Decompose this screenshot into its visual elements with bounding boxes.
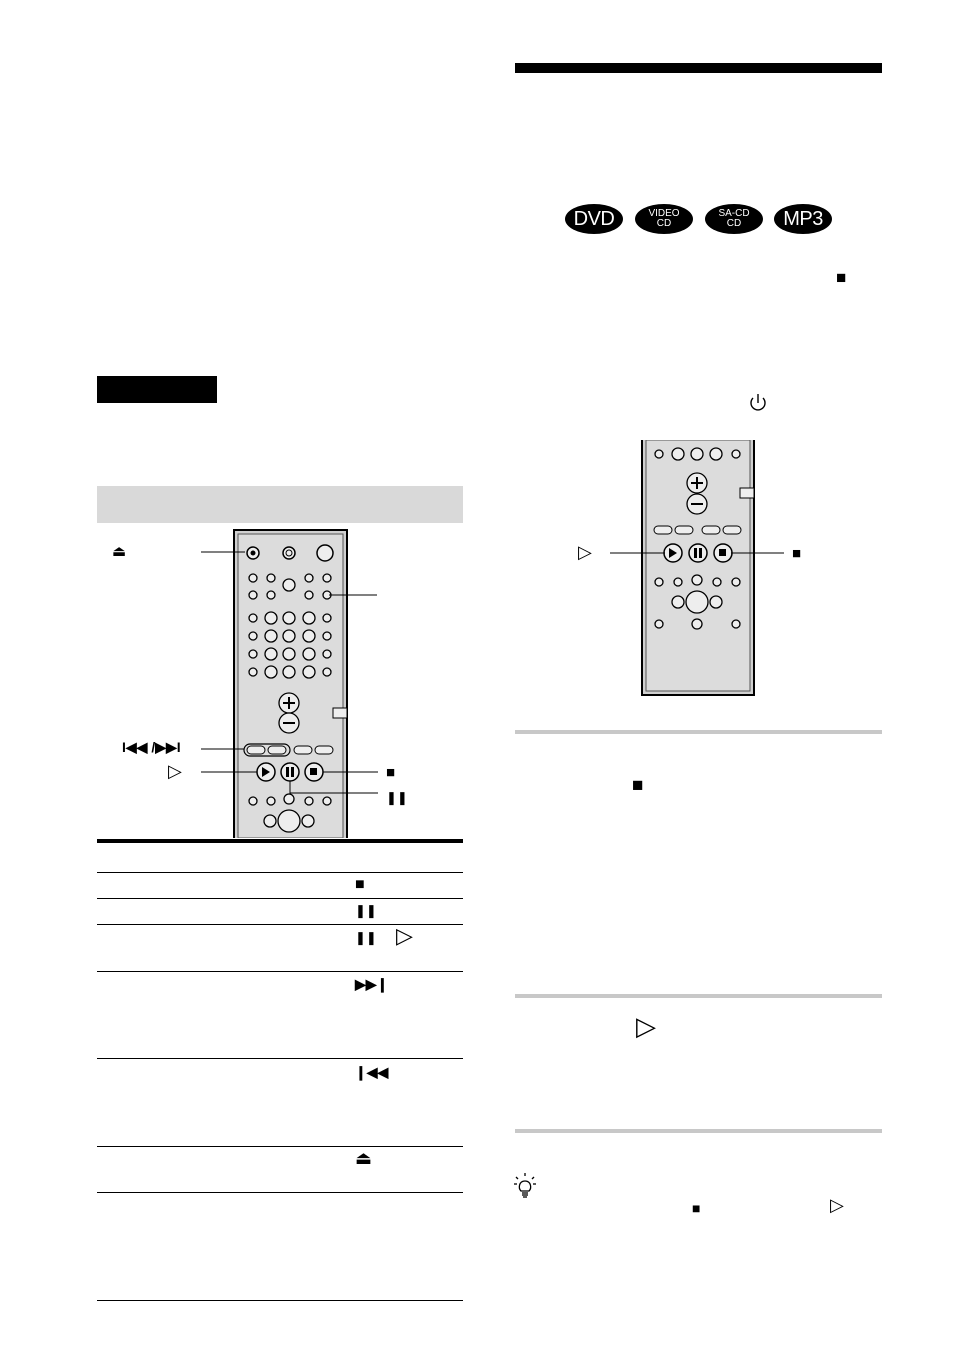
play-icon-tip: ▷ xyxy=(830,1195,844,1215)
video-cd-badge-line2: CD xyxy=(656,218,672,229)
table-row-rule xyxy=(97,1058,463,1059)
table-row-rule xyxy=(97,971,463,972)
prev-next-label: I◀◀ /▶▶I xyxy=(122,739,181,755)
play-icon-step2: ▷ xyxy=(636,1011,656,1041)
play-icon-right: ▷ xyxy=(578,542,592,562)
stop-icon-right: ■ xyxy=(792,545,802,562)
stop-icon: ■ xyxy=(836,268,847,287)
power-icon xyxy=(748,392,768,414)
sacd-badge xyxy=(705,204,763,234)
section-header-bar xyxy=(515,63,882,73)
pause-icon-callout: ❚❚ xyxy=(386,790,408,805)
video-cd-badge xyxy=(635,204,693,234)
notes-tab xyxy=(97,376,217,403)
tip-lightbulb-icon xyxy=(513,1172,537,1200)
step-divider-1 xyxy=(515,730,882,734)
table-row-stop-symbol: ■ xyxy=(355,876,365,893)
remote-control-illustration-left xyxy=(97,523,463,838)
eject-icon: ⏏ xyxy=(112,543,127,560)
sacd-badge-line1: SA-CD xyxy=(718,208,750,219)
remote-control-illustration-right xyxy=(570,440,810,700)
table-row-pause-symbol: ❚❚ xyxy=(355,930,377,945)
table-row-rule xyxy=(97,1146,463,1147)
dvd-badge: DVD xyxy=(565,204,623,234)
table-row-rule xyxy=(97,872,463,873)
section-band xyxy=(97,486,463,523)
table-top-rule xyxy=(97,839,463,843)
mp3-badge: MP3 xyxy=(774,204,832,234)
table-row-eject-symbol: ⏏ xyxy=(355,1148,373,1168)
table-row-pause-symbol: ❚❚ xyxy=(355,903,377,918)
stop-icon-step1: ■ xyxy=(632,775,644,796)
table-row-next-symbol: ▶▶❙ xyxy=(355,976,389,992)
table-row-play-symbol: ▷ xyxy=(396,923,413,948)
step-divider-3 xyxy=(515,1129,882,1133)
table-row-rule xyxy=(97,1192,463,1193)
play-icon: ▷ xyxy=(168,761,182,781)
stop-icon-tip: ■ xyxy=(692,1200,701,1216)
table-row-rule xyxy=(97,898,463,899)
sacd-badge-line2: CD xyxy=(726,218,742,229)
stop-icon-callout: ■ xyxy=(386,764,396,781)
step-divider-2 xyxy=(515,994,882,998)
video-cd-badge-line1: VIDEO xyxy=(648,208,680,219)
table-row-prev-symbol: ❙◀◀ xyxy=(355,1064,389,1080)
table-bottom-rule xyxy=(97,1300,463,1301)
